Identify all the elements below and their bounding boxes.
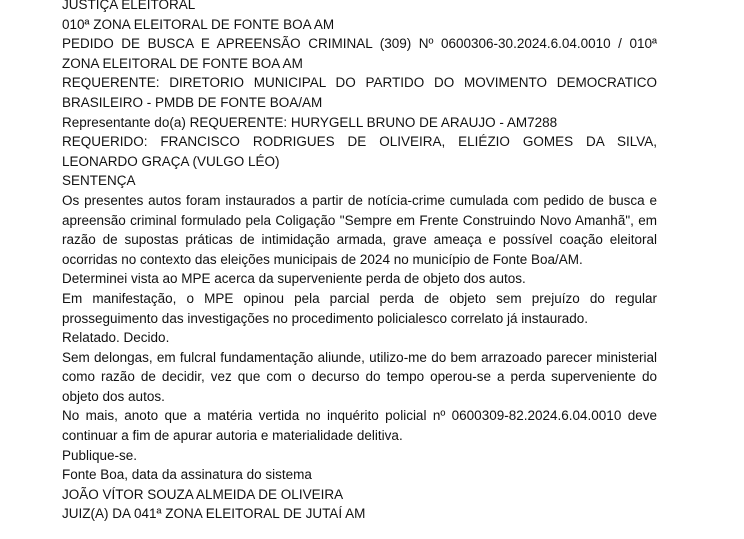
electoral-zone: 010ª ZONA ELEITORAL DE FONTE BOA AM xyxy=(62,16,335,32)
document-page xyxy=(62,0,657,524)
sentence-paragraph: Relatado. Decido. xyxy=(62,330,170,346)
sentence-paragraph: Os presentes autos foram instaurados a partir de notícia-crime cumulada com pedido de busca e apreensão criminal formulado pela Coligação "Sempre em Frente Construindo Novo Amanhã", em razão de supostas práticas de intimidação armada, grave ameaça e possível coação eleitoral ocorridas no contexto das eleições municipais de 2024 no município de Fonte Boa/AM. xyxy=(62,192,657,267)
sentence-paragraph: Sem delongas, em fulcral fundamentação aliunde, utilizo-me do bem arrazoado parecer ministerial como razão de decidir, vez que com o decurso do tempo operou-se a perda superveniente do objeto dos autos. xyxy=(62,349,657,404)
sentence-title: SENTENÇA xyxy=(62,173,136,189)
court-name: JUSTIÇA ELEITORAL xyxy=(62,0,196,12)
place-date: Fonte Boa, data da assinatura do sistema xyxy=(62,467,312,483)
sentence-paragraph: Em manifestação, o MPE opinou pela parcial perda de objeto sem prejuízo do regular prosseguimento das investigações no procedimento policialesco correlato já instaurado. xyxy=(62,290,657,326)
representante: Representante do(a) REQUERENTE: HURYGELL BRUNO DE ARAUJO - AM7288 xyxy=(62,114,558,130)
requerente: REQUERENTE: DIRETORIO MUNICIPAL DO PARTIDO DO MOVIMENTO DEMOCRATICO BRASILEIRO - PMDB DE FONTE BOA/AM xyxy=(62,75,657,110)
sentence-paragraph: Publique-se. xyxy=(62,447,138,463)
requerido: REQUERIDO: FRANCISCO RODRIGUES DE OLIVEIRA, ELIÉZIO GOMES DA SILVA, LEONARDO GRAÇA (VULGO LÉO) xyxy=(62,134,657,169)
judge-role: JUIZ(A) DA 041ª ZONA ELEITORAL DE JUTAÍ AM xyxy=(62,506,366,522)
judge-name: JOÃO VÍTOR SOUZA ALMEIDA DE OLIVEIRA xyxy=(62,486,344,502)
sentence-paragraph: No mais, anoto que a matéria vertida no inquérito policial nº 0600309-82.2024.6.04.0010 deve continuar a fim de apurar autoria e materialidade delitiva. xyxy=(62,408,657,444)
sentence-paragraph: Determinei vista ao MPE acerca da superveniente perda de objeto dos autos. xyxy=(62,271,526,287)
process-number: PEDIDO DE BUSCA E APREENSÃO CRIMINAL (309) Nº 0600306-30.2024.6.04.0010 / 010ª ZONA ELEITORAL DE FONTE BOA AM xyxy=(62,36,657,71)
